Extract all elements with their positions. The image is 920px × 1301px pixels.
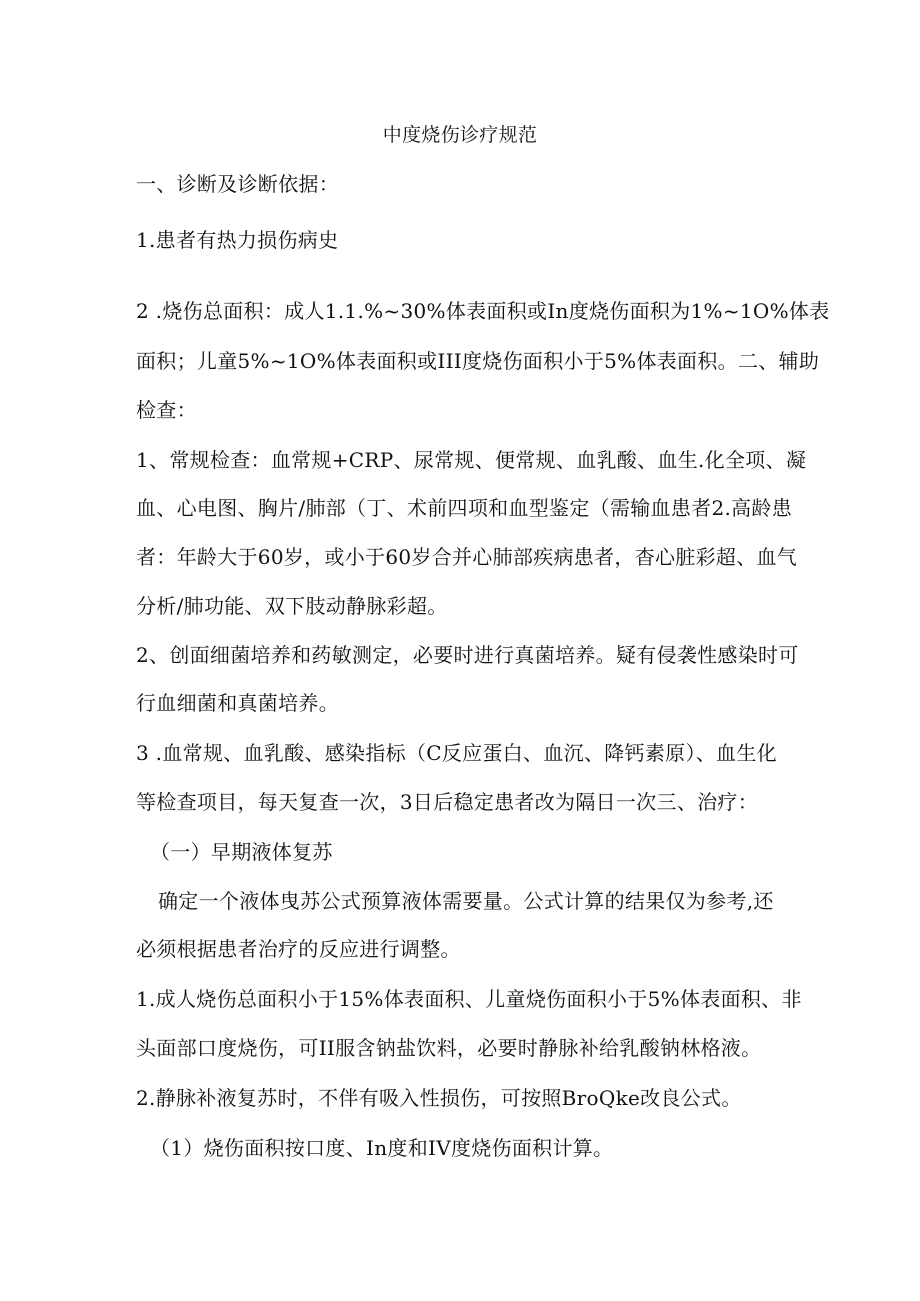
document-title: 中度烧伤诊疗规范 [382,124,538,146]
paragraph-line: 1、常规检查：血常规+CRP、尿常规、便常规、血乳酸、血生.化全项、凝 [136,448,807,472]
paragraph-line: 面积；儿童5%~1O%体表面积或III度烧伤面积小于5%体表面积。二、辅助 [136,349,820,373]
paragraph-line: 头面部口度烧伤，可II服含钠盐饮料，必要时静脉补给乳酸钠林格液。 [136,1036,762,1060]
paragraph-line: 必须根据患者治疗的反应进行调整。 [136,937,461,961]
paragraph-line: 检查： [136,398,197,422]
paragraph-line: 行血细菌和真菌培养。 [136,691,339,715]
paragraph-line: （1）烧伤面积按口度、In度和IV度烧伤面积计算。 [150,1136,614,1160]
paragraph-line: 1.患者有热力损伤病史 [136,228,339,252]
paragraph-line: 2 .烧伤总面积：成人1.1.%~30%体表面积或In度烧伤面积为1%~1O%体表 [136,299,830,323]
paragraph-line: 2、创面细菌培养和药敏测定，必要时进行真菌培养。疑有侵袭性感染时可 [136,643,799,667]
paragraph-line: 等检查项目，每天复查一次，3日后稳定患者改为隔日一次三、治疗： [136,790,759,814]
section-heading-diagnosis: 一、诊断及诊断依据： [136,172,339,196]
paragraph-line: 分析/肺功能、双下肢动静脉彩超。 [136,594,448,618]
paragraph-line: 2.静脉补液复苏时，不伴有吸入性损伤，可按照BroQke改良公式。 [136,1086,742,1110]
paragraph-line: 确定一个液体曳苏公式预算液体需要量。公式计算的结果仅为参考,还 [158,889,774,913]
paragraph-line: 血、心电图、胸片/肺部（丁、术前四项和血型鉴定（需输血患者2.高龄患 [136,496,793,520]
paragraph-line: 者：年龄大于60岁，或小于60岁合并心肺部疾病患者，杳心脏彩超、血气 [136,545,798,569]
paragraph-line: 1.成人烧伤总面积小于15%体表面积、儿童烧伤面积小于5%体表面积、非 [136,987,802,1011]
paragraph-line: 3 .血常规、血乳酸、感染指标（C反应蛋白、血沉、降钙素原）、血生化 [136,741,777,765]
subsection-heading-fluid-resuscitation: （一）早期液体复苏 [150,840,333,864]
